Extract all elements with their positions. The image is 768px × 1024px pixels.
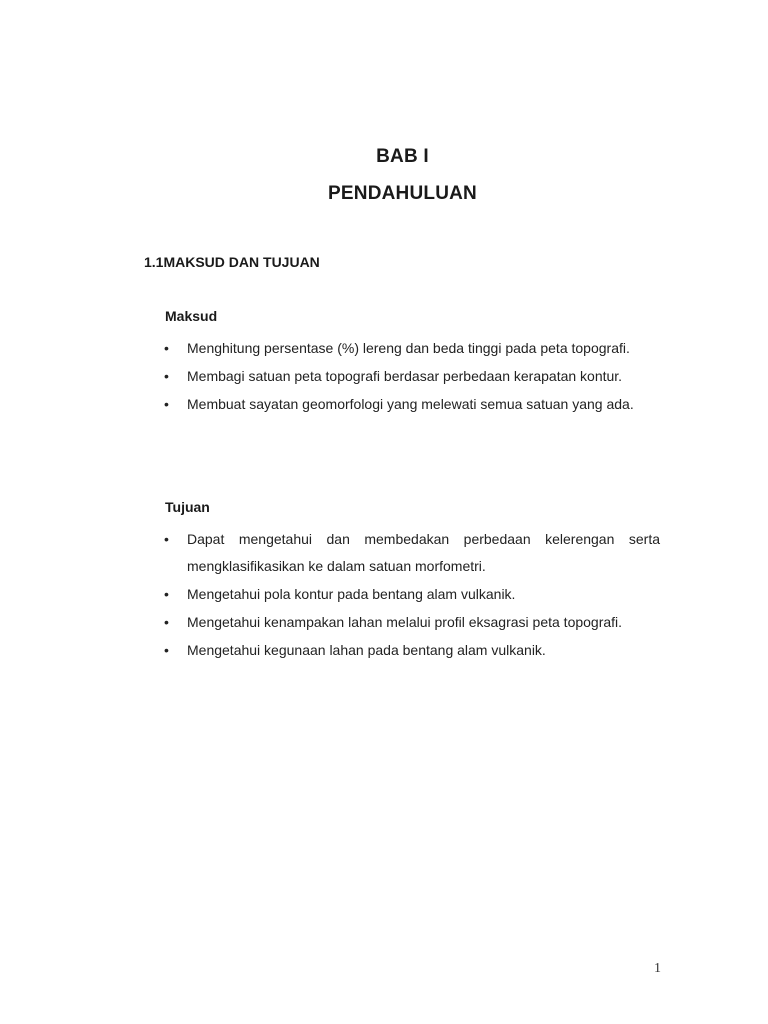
list-item-text: Membuat sayatan geomorfologi yang melewati semua satuan yang ada. [187,396,634,412]
list-item [163,581,660,608]
bullet-icon: • [164,368,169,384]
maksud-list [163,335,660,419]
page-number: 1 [654,961,661,976]
chapter-title: PENDAHULUAN [328,183,477,204]
list-item-text: Dapat mengetahui dan membedakan perbedaan kelerengan serta mengklasifikasikan ke dalam satuan morfometri. [187,531,660,574]
bullet-icon: • [164,642,169,658]
list-item-text: Mengetahui kegunaan lahan pada bentang alam vulkanik. [187,642,546,658]
list-item [163,363,660,390]
list-item-text: Menghitung persentase (%) lereng dan beda tinggi pada peta topografi. [187,340,630,356]
section-heading: 1.1MAKSUD DAN TUJUAN [144,254,320,270]
bullet-icon: • [164,340,169,356]
list-item-text: Mengetahui pola kontur pada bentang alam vulkanik. [187,586,516,602]
bullet-icon: • [164,614,169,630]
list-item-text: Membagi satuan peta topografi berdasar perbedaan kerapatan kontur. [187,368,623,384]
list-item [163,335,660,362]
list-item [163,526,660,580]
list-item [163,637,660,664]
list-item [163,391,660,418]
maksud-heading: Maksud [165,308,218,324]
list-item-text: Mengetahui kenampakan lahan melalui profil eksagrasi peta topografi. [187,614,623,630]
bullet-icon: • [164,586,169,602]
bullet-icon: • [164,396,169,412]
tujuan-heading: Tujuan [165,499,210,515]
list-item [163,609,660,636]
tujuan-list [163,526,660,665]
chapter-number: BAB I [376,146,429,167]
bullet-icon: • [164,531,169,547]
